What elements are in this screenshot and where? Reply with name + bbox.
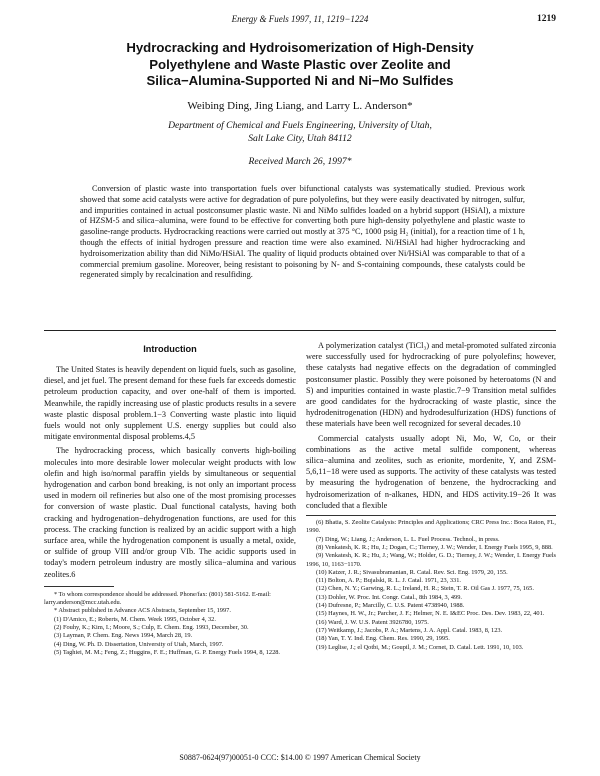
journal-reference: Energy & Fuels 1997, 11, 1219−1224 — [231, 14, 369, 24]
reference: (15) Haynes, H. W., Jr.; Parcher, J. F.; Helmer, N. E. I&EC Proc. Des. Dev. 1983, 22, 401. — [316, 610, 545, 618]
reference: (10) Katzer, J. R.; Sivasubramanian, R. Catal. Rev. Sci. Eng. 1979, 20, 155. — [316, 568, 508, 576]
reference: (8) Venkatesh, K. R.; Hu, J.; Dogan, C.; Tierney, J. W.; Wender, I. Energy Fuels 1995, 9, 888. — [316, 543, 553, 551]
reference: (12) Chen, N. Y.; Garwing, R. L.; Ireland, H. R.; Stein, T. R. Oil Gas J. 1977, 75, 165. — [316, 585, 534, 593]
references-divider — [306, 515, 556, 516]
body-paragraph: Commercial catalysts usually adopt Ni, Mo, W, Co, or their combinations as the active metal sulfide component, whereas silica−alumina and zeolites, such as erionite, mordenite, Y, and ZSM-5,6,11−18 were used as supports. The activity of these catalysts was tested by measuring the hydrogenation of benzene, the hydrocracking and hydroisomerization of n-alkanes, HDN, and HDS activity.19−26 It was concluded that a flexible — [306, 433, 556, 510]
footnote: (4) Ding, W. Ph. D. Dissertation, University of Utah, March, 1997. — [54, 640, 224, 648]
authors: Weibing Ding, Jing Liang, and Larry L. Anderson* — [187, 100, 413, 112]
abstract: Conversion of plastic waste into transportation fuels over bifunctional catalysts was systematically studied. Previous work showed that some acid catalysts were active for degradation of pure polyolefins, but they were easily deactivated by nitrogen, sulfur, and impurities contained in actual postconsumer plastic waste. Ni and NiMo sulfides loaded on a hybrid support (HSiAl), a mixture of HZSM-5 and silica−alumina, were found to be effective for converting both pure high-density polyethylene and plastic waste to gasoline-range products. Hydrocracking reactions were carried out mostly at 375 °C, 1000 psig H₂ (initial), for a reaction time of 1 h, though the effects of initial hydrogen pressure and reaction time were also examined. Ni/HSiAl had higher hydrocracking and hydroisomerization ability than did NiMo/HSiAl. The quality of liquid products obtained over Ni/HSiAl was comparable to that of a commercial premium gasoline. Moreover, being resistant to poisoning by N- and S-containing compounds, these catalysts could be regenerated simply by recalcination and resulfiding. — [80, 184, 525, 280]
footnote-divider — [44, 586, 114, 587]
title-line: Silica−Alumina-Supported Ni and Ni−Mo Sulfides — [146, 73, 454, 88]
right-column — [306, 340, 556, 652]
received-date: Received March 26, 1997* — [248, 156, 352, 167]
running-head — [0, 14, 600, 28]
reference: (11) Bolton, A. P.; Bujalski, R. L. J. Catal. 1971, 23, 331. — [316, 577, 461, 585]
affiliation-line: Salt Lake City, Utah 84112 — [248, 132, 352, 144]
body-paragraph: The United States is heavily dependent on liquid fuels, such as gasoline, diesel, and jet fuel. The present demand for these fuels far exceeds domestic petroleum production capacity, and over one-half of them is imported. Meanwhile, the rapidly increasing use of plastic products results in a severe waste plastic disposal problem.1−3 Converting waste plastic into liquid fuels would not only supplement U.S. energy supplies but could also mitigate environmental disposal problems.4,5 — [44, 365, 296, 442]
footnote: * Abstract published in Advance ACS Abstracts, September 15, 1997. — [54, 607, 231, 615]
references — [306, 519, 556, 652]
reference: (7) Ding, W.; Liang, J.; Anderson, L. L. Fuel Process. Technol., in press. — [316, 535, 500, 543]
reference: (16) Ward, J. W. U.S. Patent 3926780, 1975. — [316, 618, 429, 626]
section-divider — [44, 330, 556, 331]
reference: (13) Dohler, W. Proc. Int. Congr. Catal., 8th 1984, 3, 499. — [316, 593, 462, 601]
footnote: * To whom correspondence should be addressed. Phone/fax: (801) 581-5162. E-mail: larry.anderson@mcc.utah.edu. — [44, 590, 271, 607]
affiliation-line: Department of Chemical and Fuels Engineering, University of Utah, — [168, 120, 432, 131]
reference: (17) Weitkamp, J.; Jacobs, P. A.; Martens, J. A. Appl. Catal. 1983, 8, 123. — [316, 626, 503, 634]
section-heading: Introduction — [143, 344, 197, 354]
footnote: (5) Taghiei, M. M.; Feng, Z.; Huggins, F. E.; Huffman, G. P. Energy Fuels 1994, 8, 1228. — [54, 648, 281, 656]
footnote: (1) D'Amico, E.; Roberts, M. Chem. Week 1995, October 4, 32. — [54, 615, 216, 623]
reference: (6) Bhatia, S. Zeolite Catalysis: Principles and Applications; CRC Press Inc.: Boca Raton, FL, 1990. — [306, 519, 556, 535]
footnote: (3) Layman, P. Chem. Eng. News 1994, March 28, 19. — [54, 632, 193, 640]
footnote: (2) Fouhy, K.; Kim, I.; Moore, S.; Culp, E. Chem. Eng. 1993, December, 30. — [54, 624, 249, 632]
page-number: 1219 — [537, 14, 556, 24]
copyright-line: S0887-0624(97)00051-0 CCC: $14.00 © 1997 American Chemical Society — [179, 753, 421, 762]
reference: (14) Dufresne, P.; Marcilly, C. U.S. Patent 4738940, 1988. — [316, 602, 465, 610]
reference: (9) Venkatesh, K. R.; Hu, J.; Wang, W.; Holder, G. D.; Tierney, J. W.; Wender, I. Energy Fuels 1996, 10, 1163−1170. — [306, 552, 556, 568]
body-paragraph: A polymerization catalyst (TiCl₃) and metal-promoted sulfated zirconia were successfully used for hydrocracking of pure polyolefins; however, these catalysts had negative effects on the degradation of commingled postconsumer plastic. Possibly they were poisoned by heteroatoms (N and S) and impurities contained in waste plastic.7−9 Transition metal sulfides are good candidates for the hydrocracking of waste plastic, since the hydrodenitrogenation (HDN) and hydrodesulfurization (HDS) functions of these materials have been well recognized for several decades.10 — [306, 341, 556, 429]
body-paragraph: The hydrocracking process, which basically converts high-boiling molecules into more desirable lower molecular weight products with low olefin and high iso/normal paraffin yields by simultaneous or sequential hydrogenation and carbon bond breaking, is not only an important process used in modern oil refineries but also one of the most promising processes for conversion of waste plastic. Dual functional catalysts, having both cracking and hydrogenation−dehydrogenation functions, are used for this process. The cracking function is realized by an acidic support with a high surface area, while the hydrogenation component is usually a metal, oxide, or sulfide of group VIII and/or group VIb. The acidic supports used in today's modern petroleum industry are mostly silica−alumina and various zeolites.6 — [44, 446, 296, 579]
title-line: Polyethylene and Waste Plastic over Zeolite and — [149, 56, 451, 72]
reference: (18) Yan, T. Y. Ind. Eng. Chem. Res. 1990, 29, 1995. — [316, 635, 450, 643]
paper-title — [60, 40, 540, 90]
title-line: Hydrocracking and Hydroisomerization of High-Density — [126, 40, 474, 55]
footnotes — [44, 591, 296, 657]
affiliation — [100, 120, 500, 145]
reference: (19) Leglise, J.; el Qotbi, M.; Goupil, J. M.; Cornet, D. Catal. Lett. 1991, 10, 103. — [316, 643, 524, 651]
left-column — [44, 340, 296, 657]
